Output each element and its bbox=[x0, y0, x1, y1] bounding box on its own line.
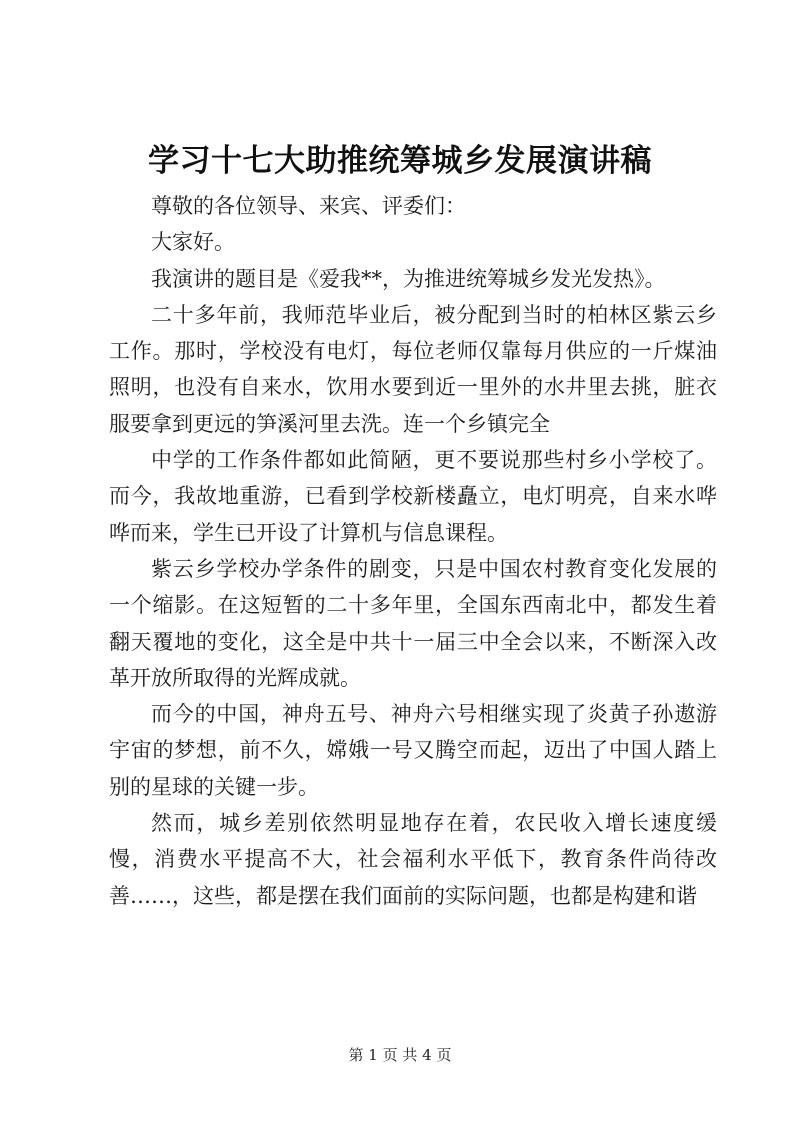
paragraph-gap: 然而，城乡差别依然明显地存在着，农民收入增长速度缓慢，消费水平提高不大，社会福利水平低下，教育条件尚待改善……，这些，都是摆在我们面前的实际问题，也都是构建和谐 bbox=[109, 811, 717, 908]
paragraph-topic: 我演讲的题目是《爱我**，为推进统筹城乡发光发热》。 bbox=[151, 266, 666, 291]
paragraph-present: 中学的工作条件都如此简陋，更不要说那些村乡小学校了。而今，我故地重游，已看到学校新楼矗立，电灯明亮，自来水哗哗而来，学生已开设了计算机与信息课程。 bbox=[109, 448, 717, 545]
paragraph-past: 二十多年前，我师范毕业后，被分配到当时的柏林区紫云乡工作。那时，学校没有电灯，每位老师仅靠每月供应的一斤煤油照明，也没有自来水，饮用水要到近一里外的水井里去挑，脏衣服要拿到更远的笋溪河里去洗。连一个乡镇完全 bbox=[109, 302, 717, 436]
document-title: 学习十七大助推统筹城乡发展演讲稿 bbox=[148, 143, 652, 179]
paragraph-salutation: 尊敬的各位领导、来宾、评委们： bbox=[151, 194, 466, 218]
document-body bbox=[109, 188, 717, 914]
paragraph-greeting: 大家好。 bbox=[151, 230, 235, 255]
paragraph-space: 而今的中国，神舟五号、神舟六号相继实现了炎黄子孙遨游宇宙的梦想，前不久，嫦娥一号又腾空而起，迈出了中国人踏上别的星球的关键一步。 bbox=[109, 702, 717, 799]
page-footer: 第 1 页 共 4 页 bbox=[348, 1046, 452, 1064]
paragraph-change: 紫云乡学校办学条件的剧变，只是中国农村教育变化发展的一个缩影。在这短暂的二十多年里，全国东西南北中，都发生着翻天覆地的变化，这全是中共十一届三中全会以来，不断深入改革开放所取得的光辉成就。 bbox=[109, 556, 717, 690]
